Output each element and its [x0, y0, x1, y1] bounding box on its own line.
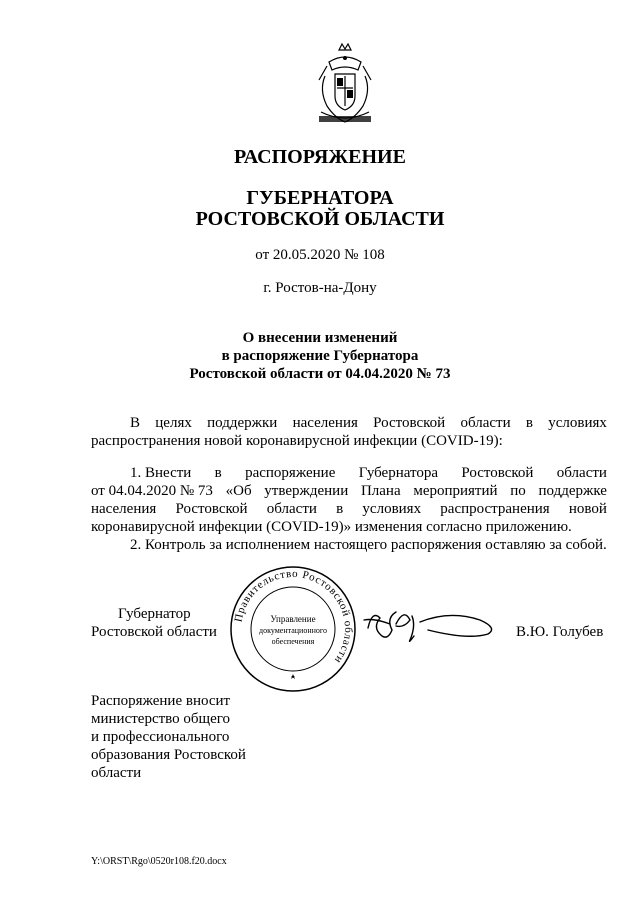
- submitter-line-3: и профессионального: [91, 729, 230, 745]
- subject-line-2: в распоряжение Губернатора: [221, 348, 419, 364]
- signatory-position-line-1: Губернатор: [118, 606, 191, 622]
- word: условиях: [362, 501, 422, 517]
- body-paragraph-3: 2. Контроль за исполнением настоящего распоряжения оставляю за собой.: [130, 537, 607, 553]
- submitter-line-2: министерство общего: [91, 711, 231, 727]
- word: утверждении: [264, 483, 349, 499]
- word: мероприятий: [413, 483, 498, 499]
- submitter-line-4: образования Ростовской: [91, 747, 246, 763]
- body-paragraph-2-line-2: [91, 482, 607, 501]
- document-date-number: от 20.05.2020 № 108: [255, 247, 385, 263]
- word: новой: [568, 501, 607, 517]
- word: населения: [91, 501, 157, 517]
- word: в: [336, 501, 344, 517]
- word: области: [460, 415, 511, 431]
- authority-line-1: ГУБЕРНАТОРА: [246, 187, 394, 209]
- word: распространения: [440, 501, 550, 517]
- word: поддержке: [538, 483, 607, 499]
- word: населения: [292, 415, 358, 431]
- word: от 04.04.2020 № 73: [91, 483, 213, 499]
- word: Ростовской: [461, 465, 534, 481]
- word: Ростовской: [175, 501, 248, 517]
- stamp-center-line-2: документационного: [259, 626, 327, 635]
- stamp-center-line-3: обеспечения: [271, 637, 315, 646]
- body-paragraph-1-line-1: [130, 414, 607, 433]
- handwritten-signature: [360, 598, 500, 648]
- word: распоряжение: [245, 465, 336, 481]
- coat-of-arms-icon: [315, 42, 375, 128]
- body-paragraph-2-line-1: [130, 464, 607, 483]
- word: области: [556, 465, 607, 481]
- word: Плана: [360, 483, 401, 499]
- submitter-line-1: Распоряжение вносит: [91, 693, 231, 709]
- word: в: [525, 415, 533, 431]
- word: условиях: [548, 415, 607, 431]
- body-paragraph-2-line-3: [91, 500, 607, 519]
- footer-file-path: Y:\ORST\Rgo\0520r108.f20.docx: [91, 856, 227, 867]
- word: в: [214, 465, 222, 481]
- stamp-ring-text: Правительство Ростовской области: [232, 567, 355, 666]
- signatory-name: В.Ю. Голубев: [516, 624, 604, 640]
- subject-line-1: О внесении изменений: [242, 330, 398, 346]
- word: 1. Внести: [130, 465, 192, 481]
- body-paragraph-1-line-2: распространения новой коронавирусной инфекции (COVID-19):: [91, 433, 503, 449]
- word: поддержки: [207, 415, 278, 431]
- document-type: РАСПОРЯЖЕНИЕ: [234, 146, 406, 168]
- submitter-line-5: области: [91, 765, 142, 781]
- word: по: [510, 483, 526, 499]
- subject-line-3: Ростовской области от 04.04.2020 № 73: [189, 366, 451, 382]
- word: «Об: [225, 483, 252, 499]
- word: Ростовской: [373, 415, 446, 431]
- body-paragraph-2-line-4: коронавирусной инфекции (COVID-19)» изменения согласно приложению.: [91, 519, 572, 535]
- word: целях: [155, 415, 192, 431]
- word: В: [130, 415, 141, 431]
- word: области: [266, 501, 317, 517]
- stamp-star-icon: [291, 674, 295, 679]
- official-stamp: [228, 564, 358, 694]
- word: Губернатора: [358, 465, 439, 481]
- stamp-center-line-1: Управление: [270, 614, 316, 624]
- signatory-position-line-2: Ростовской области: [91, 624, 217, 640]
- document-city: г. Ростов-на-Дону: [263, 280, 377, 296]
- authority-line-2: РОСТОВСКОЙ ОБЛАСТИ: [195, 208, 445, 230]
